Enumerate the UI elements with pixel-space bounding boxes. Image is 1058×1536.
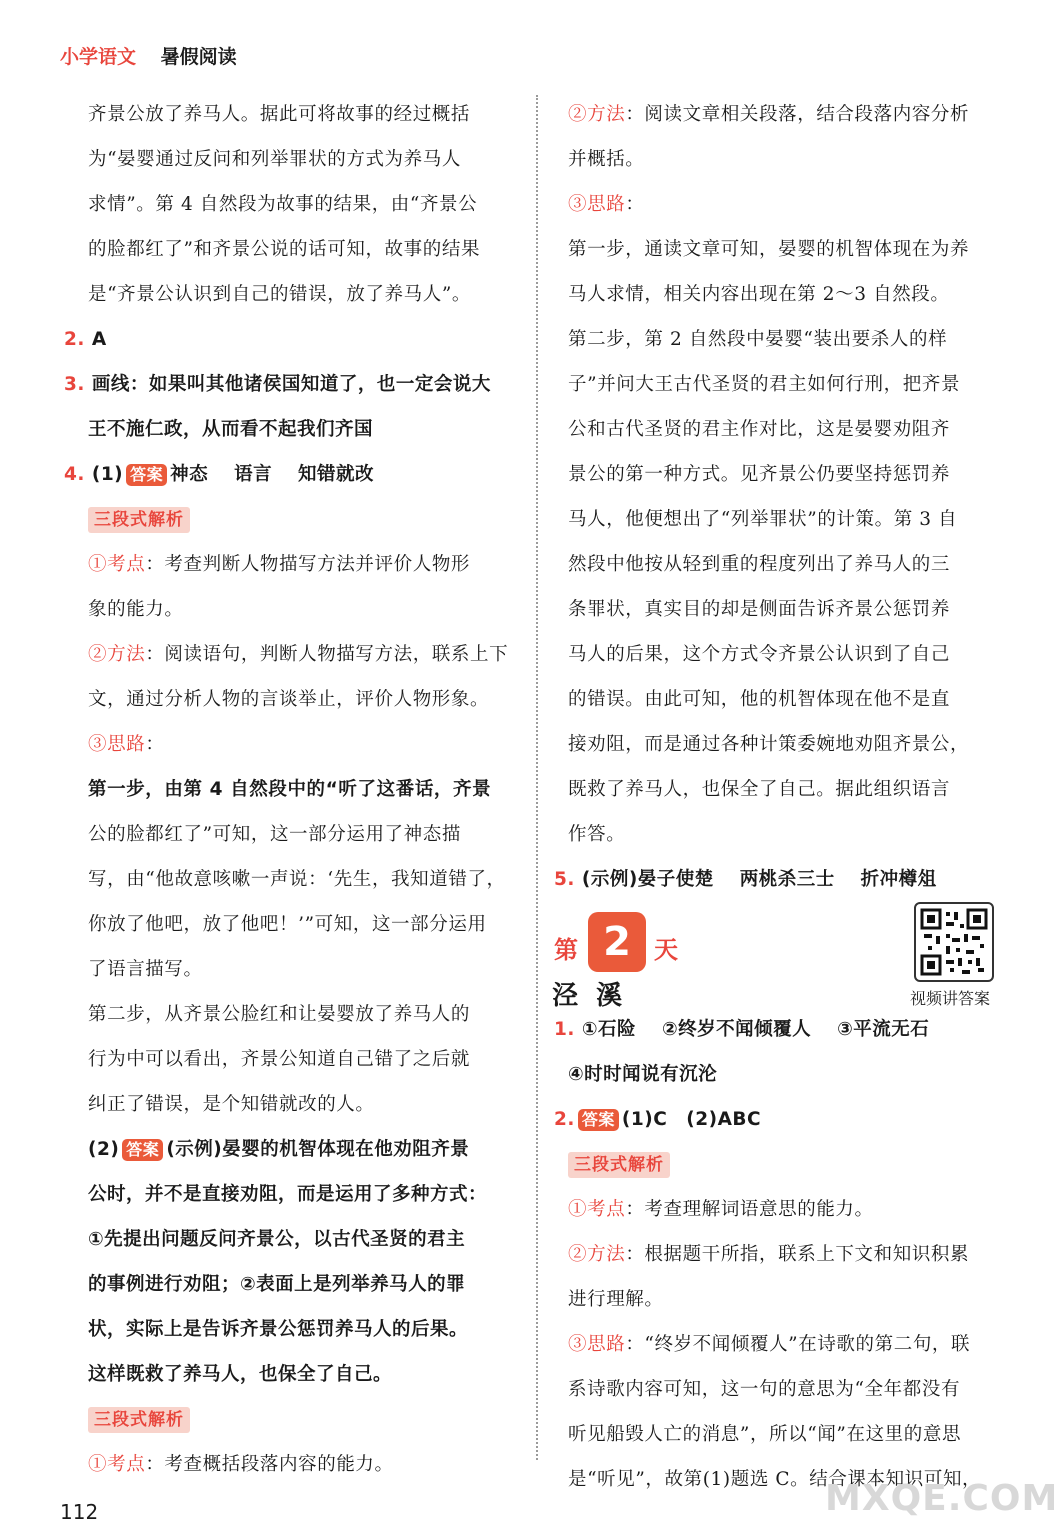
question-number: 2. — [554, 1109, 575, 1130]
analysis-text: ： — [625, 194, 645, 215]
step-text-line: 第一步，由第 4 自然段中的“听了这番话，齐景 — [88, 779, 492, 800]
sub-question-label: (1) — [91, 464, 124, 485]
analysis-badge: 三段式解析 — [568, 1152, 670, 1178]
answer-text: ①先提出问题反问齐景公，以古代圣贤的君主 — [88, 1229, 466, 1250]
day-header — [552, 912, 998, 1011]
step-text: 写，由“他故意咳嗽一声说：‘先生，我知道错了， — [88, 869, 506, 890]
analysis-label: ②方法 — [88, 644, 146, 665]
analysis-label: ①考点 — [88, 1454, 146, 1475]
text-line: 为“晏婴通过反问和列举罪状的方式为养马人 — [88, 149, 461, 170]
answer-text: 神态 语言 知错就改 — [170, 464, 375, 485]
day-label-prefix: 第 — [554, 936, 578, 964]
analysis-text: ：阅读文章相关段落，结合段落内容分析 — [625, 104, 970, 125]
analysis-method — [568, 1232, 998, 1277]
question-4 — [64, 452, 519, 497]
analysis-text: ：阅读语句，判断人物描写方法，联系上下 — [145, 644, 509, 665]
sub-question-2 — [64, 1127, 519, 1172]
analysis-text: ： — [145, 734, 165, 755]
analysis-text: 系诗歌内容可知，这一句的意思为“全年都没有 — [568, 1379, 961, 1400]
answer-text: (1)C (2)ABC — [621, 1109, 762, 1130]
question-number: 5. — [554, 869, 575, 890]
analysis-label: ③思路 — [88, 734, 146, 755]
analysis-text: ：考查判断人物描写方法并评价人物形 — [145, 554, 471, 575]
answer-badge: 答案 — [126, 464, 167, 486]
step-text: 马人求情，相关内容出现在第 2～3 自然段。 — [568, 284, 950, 305]
answer-text: 公时，并不是直接劝阻，而是运用了多种方式： — [88, 1184, 488, 1205]
step-text: 公的脸都红了”可知，这一部分运用了神态描 — [88, 824, 461, 845]
page-number: 112 — [60, 1500, 99, 1524]
question-5 — [554, 857, 998, 902]
day-number-badge: 2 — [588, 912, 646, 972]
analysis-text: 听见船毁人亡的消息”，所以“闻”在这里的意思 — [568, 1424, 962, 1445]
step-text: 公和古代圣贤的君主作对比，这是晏婴劝阻齐 — [568, 419, 951, 440]
step-text: 景公的第一种方式。见齐景公仍要坚持惩罚养 — [568, 464, 951, 485]
answer-text: 这样既救了养马人，也保全了自己。 — [88, 1364, 393, 1385]
question-3 — [64, 362, 519, 407]
analysis-label: ①考点 — [88, 554, 146, 575]
question-number: 4. — [64, 464, 85, 485]
step-text: 了语言描写。 — [88, 959, 203, 980]
analysis-label: ③思路 — [568, 1334, 626, 1355]
text-line: 是“齐景公认识到自己的错误，放了养马人”。 — [88, 284, 472, 305]
analysis-label: ②方法 — [568, 1244, 626, 1265]
answer-text: ④时时闻说有沉沦 — [568, 1064, 718, 1085]
analysis-approach — [568, 182, 998, 227]
page-header — [60, 42, 237, 69]
poem-title: 泾溪 — [552, 981, 641, 1011]
question-2 — [554, 1097, 998, 1142]
answer-text: 的事例进行劝阻；②表面上是列举养马人的罪 — [88, 1274, 466, 1295]
answer-text: 画线：如果叫其他诸侯国知道了，也一定会说大 — [91, 374, 491, 395]
analysis-point — [64, 542, 519, 587]
day-label-suffix: 天 — [654, 936, 678, 964]
analysis-label: ③思路 — [568, 194, 626, 215]
analysis-method — [568, 92, 998, 137]
step-text: 接劝阻，而是通过各种计策委婉地劝阻齐景公， — [568, 734, 970, 755]
analysis-label: ①考点 — [568, 1199, 626, 1220]
answer-text: (示例)晏子使楚 两桃杀三士 折冲樽俎 — [581, 869, 937, 890]
step-text: 子”并问大王古代圣贤的君主如何行刑，把齐景 — [568, 374, 961, 395]
text-line: 齐景公放了养马人。据此可将故事的经过概括 — [88, 104, 471, 125]
step-text: 的错误。由此可知，他的机智体现在他不是直 — [568, 689, 951, 710]
question-1 — [554, 1007, 998, 1052]
analysis-text: ：根据题干所指，联系上下文和知识积累 — [625, 1244, 970, 1265]
answer-text: (示例)晏婴的机智体现在他劝阻齐景 — [166, 1139, 470, 1160]
step-text: 第二步，第 2 自然段中晏婴“装出要杀人的样 — [568, 329, 948, 350]
column-divider — [536, 95, 538, 1460]
step-text: 作答。 — [568, 824, 626, 845]
analysis-text: ：“终岁不闻倾覆人”在诗歌的第二句，联 — [625, 1334, 971, 1355]
step-text: 马人，他便想出了“列举罪状”的计策。第 3 自 — [568, 509, 958, 530]
analysis-badge: 三段式解析 — [88, 1407, 190, 1433]
step-text: 马人的后果，这个方式令齐景公认识到了自己 — [568, 644, 951, 665]
analysis-text: 文，通过分析人物的言谈举止，评价人物形象。 — [88, 689, 490, 710]
analysis-text: 进行理解。 — [568, 1289, 664, 1310]
analysis-badge: 三段式解析 — [88, 507, 190, 533]
analysis-approach — [568, 1322, 998, 1367]
step-text: 纠正了错误，是个知错就改的人。 — [88, 1094, 375, 1115]
question-2 — [64, 317, 519, 362]
header-subject: 小学语文 — [60, 46, 137, 68]
step-text — [64, 767, 519, 812]
answer-text: 王不施仁政，从而看不起我们齐国 — [88, 419, 374, 440]
answer-text: A — [91, 329, 107, 350]
analysis-text: 并概括。 — [568, 149, 645, 170]
step-text: 第一步，通读文章可知，晏婴的机智体现在为养 — [568, 239, 970, 260]
analysis-text: 象的能力。 — [88, 599, 184, 620]
analysis-heading — [64, 1397, 519, 1442]
left-column — [64, 92, 519, 1487]
analysis-heading — [64, 497, 519, 542]
answer-badge: 答案 — [122, 1139, 163, 1161]
answer-text: ①石险 ②终岁不闻倾覆人 ③平流无石 — [581, 1019, 930, 1040]
header-book-title: 暑假阅读 — [160, 46, 237, 68]
question-number: 1. — [554, 1019, 575, 1040]
analysis-method — [64, 632, 519, 677]
step-text: 你放了他吧，放了他吧！’”可知，这一部分运用 — [88, 914, 487, 935]
right-column — [552, 92, 998, 1502]
analysis-label: ②方法 — [568, 104, 626, 125]
step-text: 行为中可以看出，齐景公知道自己错了之后就 — [88, 1049, 471, 1070]
answer-text: 状，实际上是告诉齐景公惩罚养马人的后果。 — [88, 1319, 469, 1340]
analysis-point — [568, 1187, 998, 1232]
analysis-point — [64, 1442, 519, 1487]
analysis-text: ：考查理解词语意思的能力。 — [625, 1199, 874, 1220]
text-line: 的脸都红了”和齐景公说的话可知，故事的结果 — [88, 239, 481, 260]
qr-code-graphic — [916, 904, 992, 980]
analysis-text: ：考查概括段落内容的能力。 — [145, 1454, 394, 1475]
step-text: 第二步，从齐景公脸红和让晏婴放了养马人的 — [88, 1004, 471, 1025]
answer-badge: 答案 — [578, 1109, 619, 1131]
analysis-text: 是“听见”，故第(1)题选 C。结合课本知识可知， — [568, 1469, 982, 1490]
analysis-approach — [64, 722, 519, 767]
text-line: 求情”。第 4 自然段为故事的结果，由“齐景公 — [88, 194, 478, 215]
step-text: 条罪状，真实目的却是侧面告诉齐景公惩罚养 — [568, 599, 951, 620]
qr-caption: 视频讲答案 — [910, 989, 991, 1008]
site-watermark: MXQE.COM — [825, 1478, 1058, 1519]
question-number: 2. — [64, 329, 85, 350]
analysis-heading — [568, 1142, 998, 1187]
sub-question-label: (2) — [88, 1139, 120, 1160]
question-number: 3. — [64, 374, 85, 395]
step-text: 既救了养马人，也保全了自己。据此组织语言 — [568, 779, 951, 800]
qr-code-icon[interactable] — [914, 902, 994, 982]
step-text: 然段中他按从轻到重的程度列出了养马人的三 — [568, 554, 951, 575]
